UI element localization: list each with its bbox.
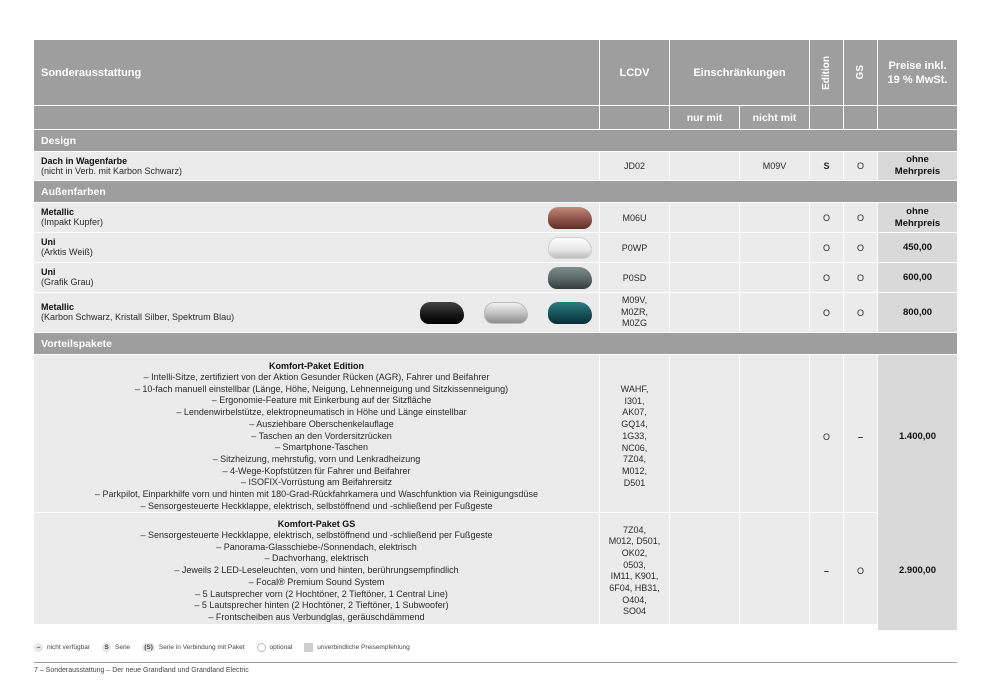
table-row: Metallic (Impakt Kupfer) M06U O O ohne Mehrpreis xyxy=(34,203,957,233)
list-item: – Sensorgesteuerte Heckklappe, elektrisch, selbstöffnend und -schließend per Fußgeste xyxy=(140,530,493,540)
list-item: – Dachvorhang, elektrisch xyxy=(264,553,369,564)
lcdv-code: O404, xyxy=(622,594,647,605)
optional-icon xyxy=(257,643,266,652)
section-design: Design xyxy=(34,130,957,152)
lcdv-code: NC06, xyxy=(621,442,648,453)
list-item: – 10-fach manuell einstellbar (Länge, Höhe, Neigung, Lehnenneigung und Sitzkissenneigung) xyxy=(134,383,509,394)
footer-divider xyxy=(34,662,957,663)
package-gs-codes xyxy=(600,513,670,630)
list-item: – Sensorgesteuerte Heckklappe, elektrisch, selbstöffnend und -schließend per Fußgeste xyxy=(140,500,493,511)
package-edition-list: Komfort-Paket Edition – Intelli-Sitze, zertifiziert von der Aktion Gesunder Rücken (AGR), Fahrer und Beifahrer – 10-fach manuell einstellbar (Länge, Höhe, Neigung, Lehnenneigung und Sitzkissenneigung) – Ergonomie-Feature mit Einkerbung auf der Sitzfläche – Lendenwirbelstütze, elektropneumatisch in Höhe und Länge einstellbar – Ausziehbare Oberschenkelauflage – Taschen an den Vordersitzrücken – Smartphone-Taschen – Sitzheizung, mehrstufig, vorn und Lenkradheizung – 4-Wege-Kopfstützen für Fahrer und Beifahrer – ISOFIX-Vorrüstung am Beifahrersitz – Parkpilot, Einparkhilfe vorn und hinten mit 180-Grad-Rückfahrkamera und Waschfunktion via Reinigungsdüse – Sensorgesteuerte Heckklappe, elektrisch, selbstöffnend und -schließend per Fußgeste xyxy=(34,355,600,518)
header-edition: Edition xyxy=(810,40,844,105)
lcdv-code: M012, D501, xyxy=(608,536,661,547)
lcdv-code: M012, xyxy=(621,465,647,476)
list-item: – Frontscheiben aus Verbundglas, geräuschdämmend xyxy=(208,611,425,622)
lcdv-code: 1G33, xyxy=(622,430,647,441)
table-row: Metallic (Karbon Schwarz, Kristall Silber, Spektrum Blau) M09V, M0ZR, M0ZG O O 800,00 xyxy=(34,293,957,333)
table-row-komfort-paket-edition: Komfort-Paket Edition – Intelli-Sitze, zertifiziert von der Aktion Gesunder Rücken (AGR), Fahrer und Beifahrer – 10-fach manuell einstellbar (Länge, Höhe, Neigung, Lehnenneigung und Sitzkissenneigung) – Ergonomie-Feature mit Einkerbung auf der Sitzfläche – Lendenwirbelstütze, elektropneumatisch in Höhe und Länge einstellbar – Ausziehbare Oberschenkelauflage – Taschen an den Vordersitzrücken – Smartphone-Taschen – Sitzheizung, mehrstufig, vorn und Lenkradheizung – 4-Wege-Kopfstützen für Fahrer und Beifahrer – ISOFIX-Vorrüstung am Beifahrersitz – Parkpilot, Einparkhilfe vorn und hinten mit 180-Grad-Rückfahrkamera und Waschfunktion via Reinigungsdüse – Sensorgesteuerte Heckklappe, elektrisch, selbstöffnend und -schließend per Fußgeste WAHF, I301, AK07, GQ14, 1G33, NC06, 7Z04, M012, D501 O – 1.400,00 xyxy=(34,355,957,513)
lcdv-code: 7Z04, xyxy=(622,454,646,465)
package-gs-list: Komfort-Paket GS – Sensorgesteuerte Heckklappe, elektrisch, selbstöffnend und -schließend per Fußgeste – Panorama-Glasschiebe-/Sonnendach, elektrisch – Dachvorhang, elektrisch – Jeweils 2 LED-Leseleuchten, vorn und hinten, berührungsempfindlich – Focal® Premium Sound System – 5 Lautsprecher vorn (2 Hochtöner, 2 Tieftöner, 1 Central Line) – 5 Lautsprecher hinten (2 Hochtöner, 2 Tieftöner, 1 Subwoofer) – Frontscheiben aus Verbundglas, geräuschdämmend xyxy=(34,513,600,630)
table-row: Dach in Wagenfarbe (nicht in Verb. mit Karbon Schwarz) JD02 M09V S O ohne Mehrpreis xyxy=(34,152,957,181)
legend: – nicht verfügbar S Serie (S) Serie in Verbindung mit Paket optional unverbindliche Preisempfehlung xyxy=(34,643,422,652)
table-row: Uni (Arktis Weiß) P0WP O O 450,00 xyxy=(34,233,957,263)
lcdv-code: IM11, K901, xyxy=(610,571,659,582)
list-item: – Smartphone-Taschen xyxy=(274,442,369,453)
header-lcdv: LCDV xyxy=(600,40,670,105)
lcdv-code: OK02, xyxy=(621,547,648,558)
color-swatch-impakt-kupfer xyxy=(548,207,592,229)
lcdv-code: WAHF, xyxy=(620,384,649,395)
lcdv-code: 7Z04, xyxy=(622,524,646,535)
color-swatch-karbon-schwarz xyxy=(420,302,464,324)
lcdv-code: GQ14, xyxy=(621,419,648,430)
color-swatch-grafik-grau xyxy=(548,267,592,289)
color-swatch-arktis-weiss xyxy=(548,237,592,259)
list-item: – Sitzheizung, mehrstufig, vorn und Lenkradheizung xyxy=(212,453,421,464)
table-row-komfort-paket-gs: Komfort-Paket GS – Sensorgesteuerte Heckklappe, elektrisch, selbstöffnend und -schließend per Fußgeste – Panorama-Glasschiebe-/Sonnendach, elektrisch – Dachvorhang, elektrisch – Jeweils 2 LED-Leseleuchten, vorn und hinten, berührungsempfindlich – Focal® Premium Sound System – 5 Lautsprecher vorn (2 Hochtöner, 2 Tieftöner, 1 Central Line) – 5 Lautsprecher hinten (2 Hochtöner, 2 Tieftöner, 1 Subwoofer) – Frontscheiben aus Verbundglas, geräuschdämmend 7Z04, M012, D501, OK02, 0503, IM11, K901, 6F04, HB31, O404, SO04 – O 2.900,00 xyxy=(34,513,957,625)
list-item: – Jeweils 2 LED-Leseleuchten, vorn und hinten, berührungsempfindlich xyxy=(174,565,459,576)
list-item: – Intelli-Sitze, zertifiziert von der Aktion Gesunder Rücken (AGR), Fahrer und Beifahrer xyxy=(143,372,490,382)
header-preise: Preise inkl. 19 % MwSt. xyxy=(887,59,948,86)
lcdv-code: D501 xyxy=(623,477,646,488)
table-row: Uni (Grafik Grau) P0SD O O 600,00 xyxy=(34,263,957,293)
lcdv-code: SO04 xyxy=(622,606,646,617)
lcdv-code: 0503, xyxy=(623,559,646,570)
header-einschraenkungen: Einschränkungen xyxy=(670,40,810,105)
package-edition-codes xyxy=(600,355,670,518)
price-table xyxy=(34,40,957,625)
section-aussenfarben: Außenfarben xyxy=(34,181,957,203)
header-sonderausstattung: Sonderausstattung xyxy=(34,40,600,105)
list-item: – Focal® Premium Sound System xyxy=(248,576,385,587)
list-item: – 4-Wege-Kopfstützen für Fahrer und Beifahrer xyxy=(222,465,411,476)
table-header xyxy=(34,40,957,106)
list-item: – 5 Lautsprecher vorn (2 Hochtöner, 2 Tieftöner, 1 Central Line) xyxy=(195,588,448,599)
page-footer: 7 – Sonderausstattung – Der neue Grandland und Grandland Electric xyxy=(34,667,249,674)
header-nur-mit: nur mit xyxy=(670,106,740,129)
list-item: – Ergonomie-Feature mit Einkerbung auf der Sitzfläche xyxy=(211,395,432,406)
list-item: – 5 Lautsprecher hinten (2 Hochtöner, 2 Tieftöner, 1 Subwoofer) xyxy=(194,600,449,611)
section-vorteilspakete: Vorteilspakete xyxy=(34,333,957,355)
lcdv-code: AK07, xyxy=(622,407,647,418)
list-item: – Lendenwirbelstütze, elektropneumatisch in Höhe und Länge einstellbar xyxy=(176,407,467,418)
price-swatch-icon xyxy=(304,643,313,652)
list-item: – Taschen an den Vordersitzrücken xyxy=(251,430,392,441)
list-item: – Parkpilot, Einparkhilfe vorn und hinten mit 180-Grad-Rückfahrkamera und Waschfunktion via Reinigungsdüse xyxy=(95,489,538,500)
lcdv-code: I301, xyxy=(624,395,645,406)
header-nicht-mit: nicht mit xyxy=(740,106,810,129)
table-subheader xyxy=(34,106,957,130)
list-item: – ISOFIX-Vorrüstung am Beifahrersitz xyxy=(240,477,393,488)
color-swatch-spektrum-blau xyxy=(548,302,592,324)
list-item: – Ausziehbare Oberschenkelauflage xyxy=(249,418,394,429)
color-swatch-kristall-silber xyxy=(484,302,528,324)
header-gs: GS xyxy=(844,40,878,105)
lcdv-code: 6F04, HB31, xyxy=(609,583,660,594)
list-item: – Panorama-Glasschiebe-/Sonnendach, elektrisch xyxy=(216,541,417,552)
